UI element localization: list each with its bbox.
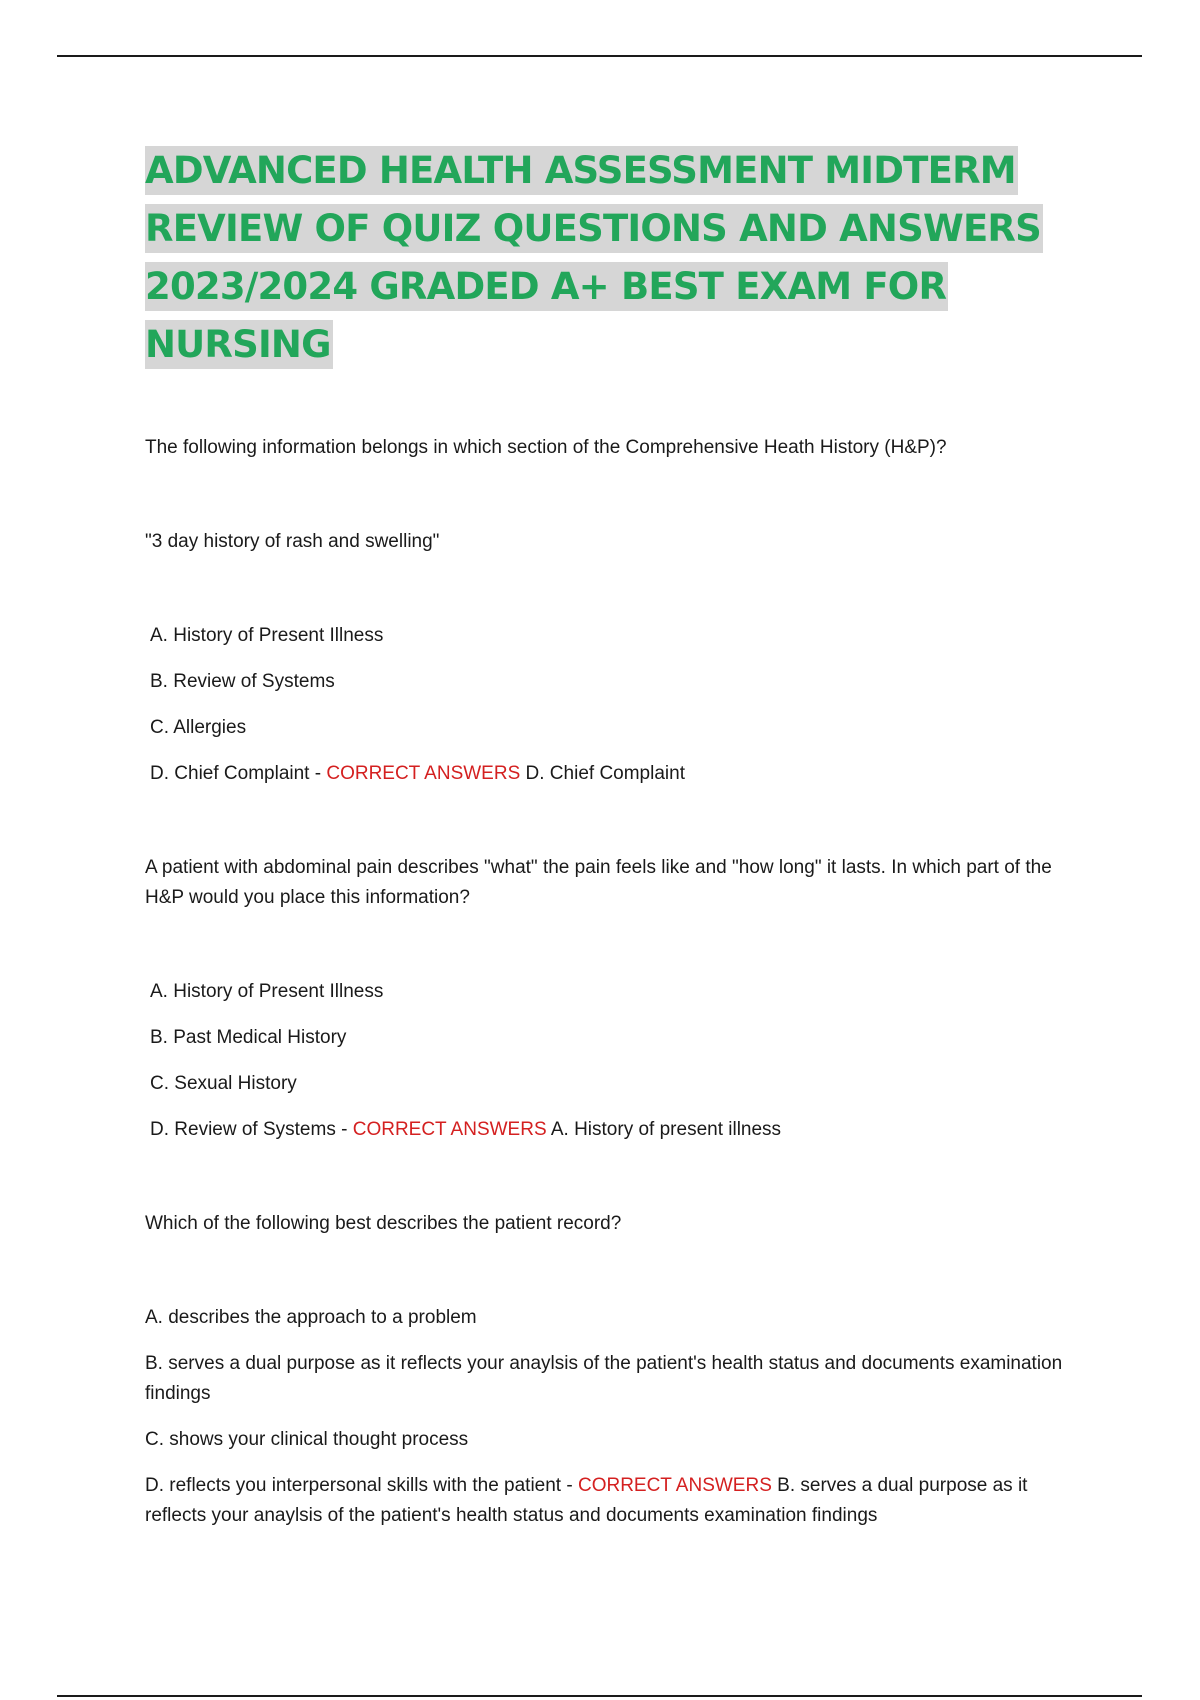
answer-options (145, 977, 1065, 1145)
correct-answers-label: CORRECT ANSWERS (326, 763, 521, 784)
option-c: C. Sexual History (150, 1073, 297, 1094)
correct-answers-label: CORRECT ANSWERS (352, 1119, 547, 1140)
option-b: B. serves a dual purpose as it reflects your anaylsis of the patient's health status and documents examination findings (145, 1353, 1063, 1404)
document-title-text: ADVANCED HEALTH ASSESSMENT MIDTERM REVIEW OF QUIZ QUESTIONS AND ANSWERS 2023/2024 GRADED A+ BEST EXAM FOR NURSING (145, 146, 1043, 369)
option-d (145, 1471, 1065, 1531)
option-d-text: D. reflects you interpersonal skills with the patient - (145, 1475, 578, 1496)
answer-options (145, 1303, 1065, 1531)
option-a: A. History of Present Illness (150, 625, 384, 646)
question-quote: "3 day history of rash and swelling" (145, 531, 440, 552)
correct-answer: D. Chief Complaint (520, 763, 685, 784)
question-text: Which of the following best describes the patient record? (145, 1213, 622, 1234)
option-b: B. Review of Systems (150, 671, 335, 692)
question-text: A patient with abdominal pain describes "what" the pain feels like and "how long" it lasts. In which part of the H&P would you place this information? (145, 857, 1052, 908)
question-2 (145, 853, 1065, 1145)
question-3 (145, 1209, 1065, 1531)
option-d-text: D. Review of Systems - (150, 1119, 353, 1140)
option-c: C. shows your clinical thought process (145, 1429, 469, 1450)
document-title (145, 142, 1105, 374)
question-1 (145, 433, 1065, 789)
correct-answers-label: CORRECT ANSWERS (577, 1475, 772, 1496)
option-a: A. History of Present Illness (150, 981, 384, 1002)
document-body (145, 433, 1065, 1531)
question-text: The following information belongs in which section of the Comprehensive Heath History (H&P)? (145, 437, 947, 458)
option-d (145, 759, 1065, 789)
option-d (145, 1115, 1065, 1145)
footer-rule (57, 1695, 1142, 1697)
option-c: C. Allergies (150, 717, 247, 738)
header-rule (57, 55, 1142, 57)
option-d-text: D. Chief Complaint - (150, 763, 327, 784)
option-a: A. describes the approach to a problem (145, 1307, 477, 1328)
correct-answer: A. History of present illness (546, 1119, 782, 1140)
option-b: B. Past Medical History (150, 1027, 347, 1048)
answer-options (145, 621, 1065, 789)
correct-answer: B. serves a dual purpose as it reflects your anaylsis of the patient's health status and documents examination findings (145, 1475, 1028, 1526)
